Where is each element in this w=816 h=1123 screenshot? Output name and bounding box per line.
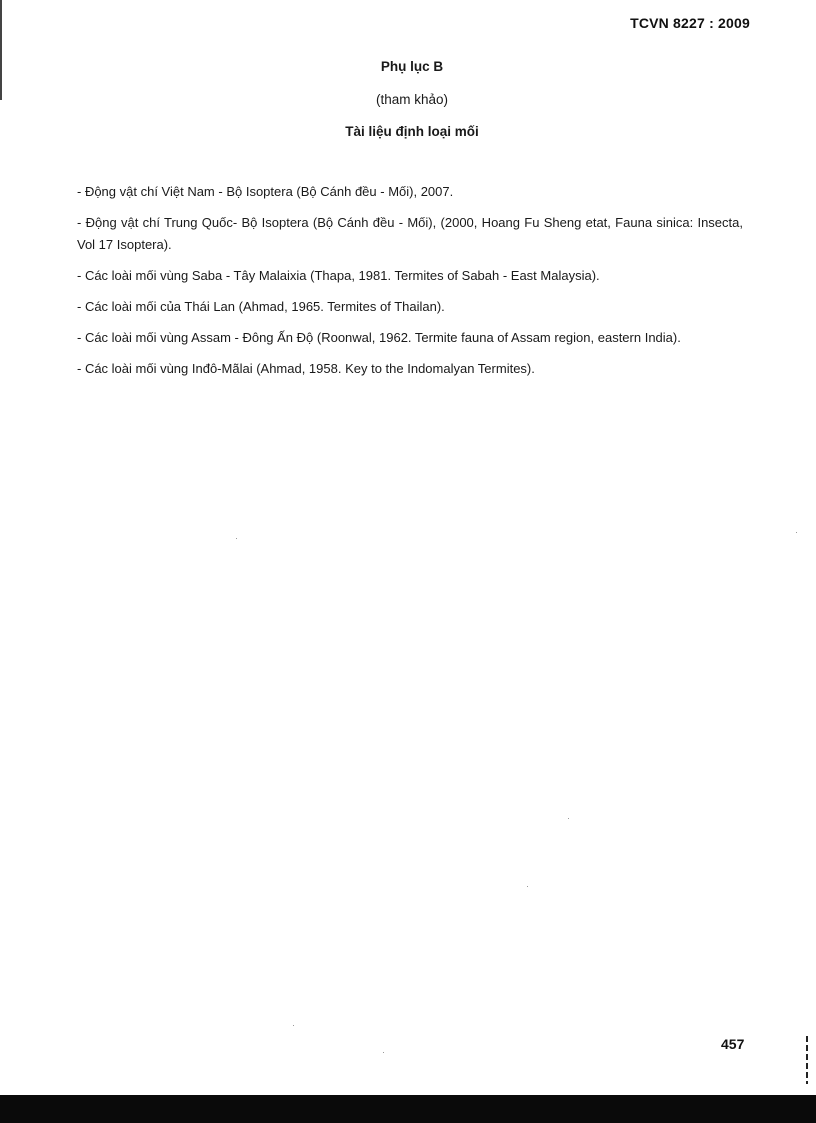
page-number: 457 <box>721 1036 745 1052</box>
reference-list <box>77 181 743 389</box>
reference-item: - Động vật chí Trung Quốc- Bộ Isoptera (Bộ Cánh đều - Mối), (2000, Hoang Fu Sheng etat, Fauna sinica: Insecta, Vol 17 Isoptera). <box>77 215 743 252</box>
reference-item: - Các loài mối vùng Assam - Đông Ấn Độ (Roonwal, 1962. Termite fauna of Assam region, eastern India). <box>77 330 681 345</box>
scan-speck <box>796 532 797 533</box>
appendix-title: Phụ lục B <box>380 59 444 74</box>
reference-item: - Các loài mối vùng Inđô-Mãlai (Ahmad, 1958. Key to the Indomalyan Termites). <box>77 361 535 376</box>
document-code: TCVN 8227 : 2009 <box>630 15 750 31</box>
appendix-subtitle: (tham khảo) <box>375 92 449 107</box>
scan-speck <box>527 886 528 887</box>
scan-binding-marks <box>806 1036 808 1084</box>
reference-item: - Các loài mối của Thái Lan (Ahmad, 1965. Termites of Thailan). <box>77 299 445 314</box>
scan-speck <box>236 538 237 539</box>
scan-speck <box>383 1052 384 1053</box>
reference-item: - Các loài mối vùng Saba - Tây Malaixia (Thapa, 1981. Termites of Sabah - East Malaysia). <box>77 268 600 283</box>
scan-speck <box>568 818 569 819</box>
appendix-heading: Tài liệu định loại mối <box>345 124 479 139</box>
reference-item: - Động vật chí Việt Nam - Bộ Isoptera (Bộ Cánh đều - Mối), 2007. <box>77 184 454 199</box>
appendix-title-block <box>0 58 816 141</box>
scan-speck <box>293 1025 294 1026</box>
scan-bottom-band <box>0 1095 816 1123</box>
